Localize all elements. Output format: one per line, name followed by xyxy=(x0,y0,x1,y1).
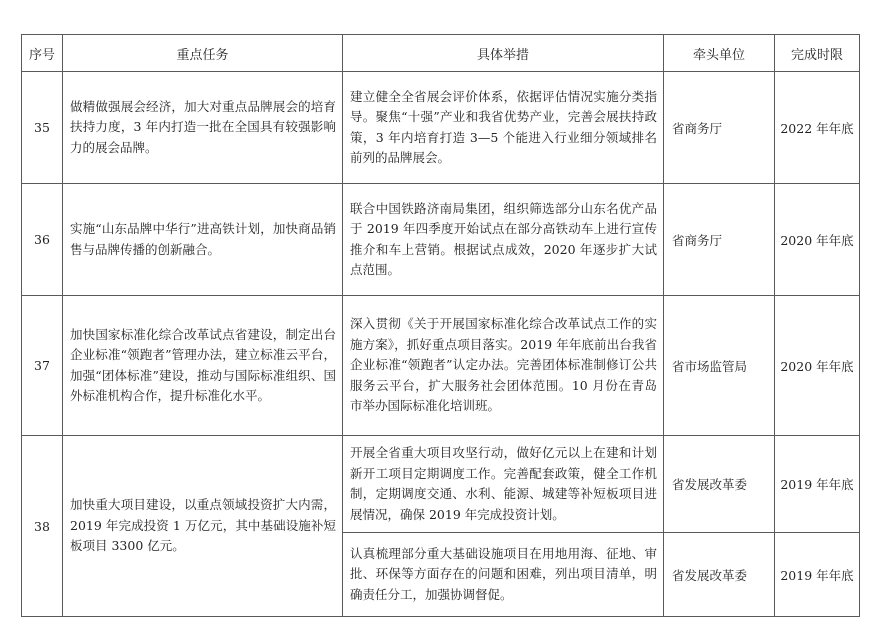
row-seq: 38 xyxy=(22,436,63,617)
row-seq: 37 xyxy=(22,296,63,436)
row-task: 加快国家标准化综合改革试点省建设，制定出台企业标准“领跑者”管理办法，建立标准云平台，加强“团体标准”建设，推动与国际标准组织、国外标准机构合作，提升标准化水平。 xyxy=(63,296,343,436)
row-measure: 建立健全全省展会评价体系，依据评估情况实施分类指导。聚焦“十强”产业和我省优势产业，完善会展扶持政策，3 年内培育打造 3—5 个能进入行业细分领域排名前列的品牌展会。 xyxy=(343,72,664,184)
table-row xyxy=(22,184,860,296)
header-deadline: 完成时限 xyxy=(775,35,860,72)
row-seq: 35 xyxy=(22,72,63,184)
row-lead-unit: 省市场监管局 xyxy=(664,296,775,436)
row-task: 加快重大项目建设，以重点领域投资扩大内需，2019 年完成投资 1 万亿元，其中基础设施补短板项目 3300 亿元。 xyxy=(63,436,343,617)
header-measure: 具体举措 xyxy=(343,35,664,72)
table-row xyxy=(22,72,860,184)
row-deadline: 2020 年年底 xyxy=(775,296,860,436)
row-seq: 36 xyxy=(22,184,63,296)
task-table xyxy=(21,34,860,617)
row-measure: 联合中国铁路济南局集团，组织筛选部分山东名优产品于 2019 年四季度开始试点在部分高铁动车上进行宣传推介和车上营销。根据试点成效，2020 年逐步扩大试点范围。 xyxy=(343,184,664,296)
row-deadline: 2022 年年底 xyxy=(775,72,860,184)
table-row xyxy=(22,436,860,533)
row-lead-unit: 省商务厅 xyxy=(664,184,775,296)
row-lead-unit: 省发展改革委 xyxy=(664,533,775,617)
row-deadline: 2020 年年底 xyxy=(775,184,860,296)
row-task: 实施“山东品牌中华行”进高铁计划，加快商品销售与品牌传播的创新融合。 xyxy=(63,184,343,296)
row-measure: 认真梳理部分重大基础设施项目在用地用海、征地、审批、环保等方面存在的问题和困难，列出项目清单，明确责任分工，加强协调督促。 xyxy=(343,533,664,617)
row-lead-unit: 省商务厅 xyxy=(664,72,775,184)
row-measure: 深入贯彻《关于开展国家标准化综合改革试点工作的实施方案》，抓好重点项目落实。2019 年年底前出台我省企业标准“领跑者”认定办法。完善团体标准制修订公共服务云平台，扩大服务社会团体范围。10 月份在青岛市举办国际标准化培训班。 xyxy=(343,296,664,436)
header-seq: 序号 xyxy=(22,35,63,72)
row-deadline: 2019 年年底 xyxy=(775,436,860,533)
table-row xyxy=(22,296,860,436)
header-task: 重点任务 xyxy=(63,35,343,72)
row-deadline: 2019 年年底 xyxy=(775,533,860,617)
row-task: 做精做强展会经济，加大对重点品牌展会的培育扶持力度，3 年内打造一批在全国具有较强影响力的展会品牌。 xyxy=(63,72,343,184)
table-header-row xyxy=(22,35,860,72)
row-measure: 开展全省重大项目攻坚行动，做好亿元以上在建和计划新开工项目定期调度工作。完善配套政策，健全工作机制，定期调度交通、水利、能源、城建等补短板项目进展情况，确保 2019 年完成投资计划。 xyxy=(343,436,664,533)
row-lead-unit: 省发展改革委 xyxy=(664,436,775,533)
header-lead-unit: 牵头单位 xyxy=(664,35,775,72)
